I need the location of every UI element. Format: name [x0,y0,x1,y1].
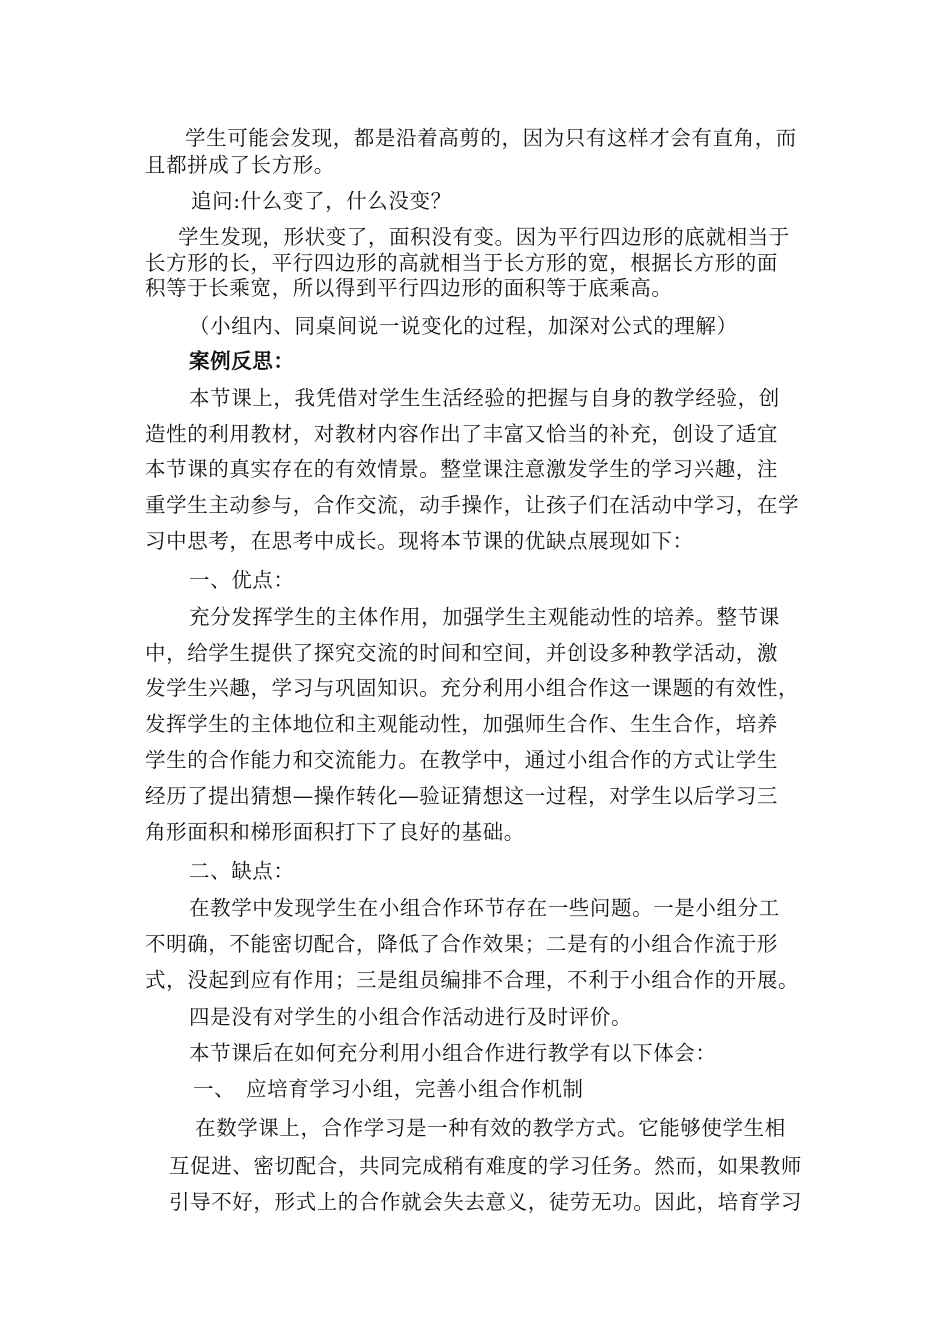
paragraph-line: 且都拼成了长方形。 [145,153,335,177]
paragraph-line: 追问:什么变了，什么没变？ [191,189,452,213]
section-heading: 案例反思： [189,349,295,373]
paragraph-line: 在教学中发现学生在小组合作环节存在一些问题。一是小组分工 [189,896,780,920]
section-heading: 一、优点： [189,568,295,592]
paragraph-line: 习中思考，在思考中成长。现将本节课的优缺点展现如下： [145,529,694,553]
paragraph-line: 重学生主动参与，合作交流，动手操作，让孩子们在活动中学习，在学 [145,493,800,517]
paragraph-line: 学生可能会发现，都是沿着高剪的，因为只有这样才会有直角，而 [185,126,797,150]
paragraph-line: （小组内、同桌间说一说变化的过程，加深对公式的理解） [189,314,738,338]
paragraph-line: 本节课的真实存在的有效情景。整堂课注意激发学生的学习兴趣，注 [145,457,778,481]
paragraph-line: 本节课后在如何充分利用小组合作进行教学有以下体会： [189,1041,717,1065]
paragraph-line: 角形面积和梯形面积打下了良好的基础。 [145,820,525,844]
section-heading: 二、缺点： [189,859,295,883]
paragraph-line: 四是没有对学生的小组合作活动进行及时评价。 [189,1005,633,1029]
paragraph-line: 发挥学生的主体地位和主观能动性，加强师生合作、生生合作，培养 [145,712,778,736]
paragraph-line: 发学生兴趣，学习与巩固知识。充分利用小组合作这一课题的有效性， [145,676,800,700]
paragraph-line: 本节课上，我凭借对学生生活经验的把握与自身的教学经验，创 [189,386,780,410]
paragraph-line: 中，给学生提供了探究交流的时间和空间，并创设多种教学活动，激 [145,641,778,665]
paragraph-line: 经历了提出猜想—操作转化—验证猜想这一过程，对学生以后学习三 [145,784,778,808]
paragraph-line: 引导不好，形式上的合作就会失去意义，徒劳无功。因此，培育学习 [169,1190,802,1214]
paragraph-line: 在数学课上，合作学习是一种有效的教学方式。它能够使学生相 [195,1116,786,1140]
paragraph-line: 学生的合作能力和交流能力。在教学中，通过小组合作的方式让学生 [145,748,778,772]
section-heading: 一、 应培育学习小组，完善小组合作机制 [193,1077,584,1101]
paragraph-line: 互促进、密切配合，共同完成稍有难度的学习任务。然而，如果教师 [169,1154,802,1178]
paragraph-line: 学生发现，形状变了，面积没有变。因为平行四边形的底就相当于 [178,225,790,249]
paragraph-line: 造性的利用教材，对教材内容作出了丰富又恰当的补充，创设了适宜 [145,422,778,446]
paragraph-line: 式，没起到应有作用；三是组员编排不合理，不利于小组合作的开展。 [145,968,800,992]
paragraph-line: 长方形的长，平行四边形的高就相当于长方形的宽，根据长方形的面 [145,251,778,275]
paragraph-line: 积等于长乘宽，所以得到平行四边形的面积等于底乘高。 [145,276,673,300]
paragraph-line: 充分发挥学生的主体作用，加强学生主观能动性的培养。整节课 [189,605,780,629]
paragraph-line: 不明确，不能密切配合，降低了合作效果；二是有的小组合作流于形 [145,932,778,956]
